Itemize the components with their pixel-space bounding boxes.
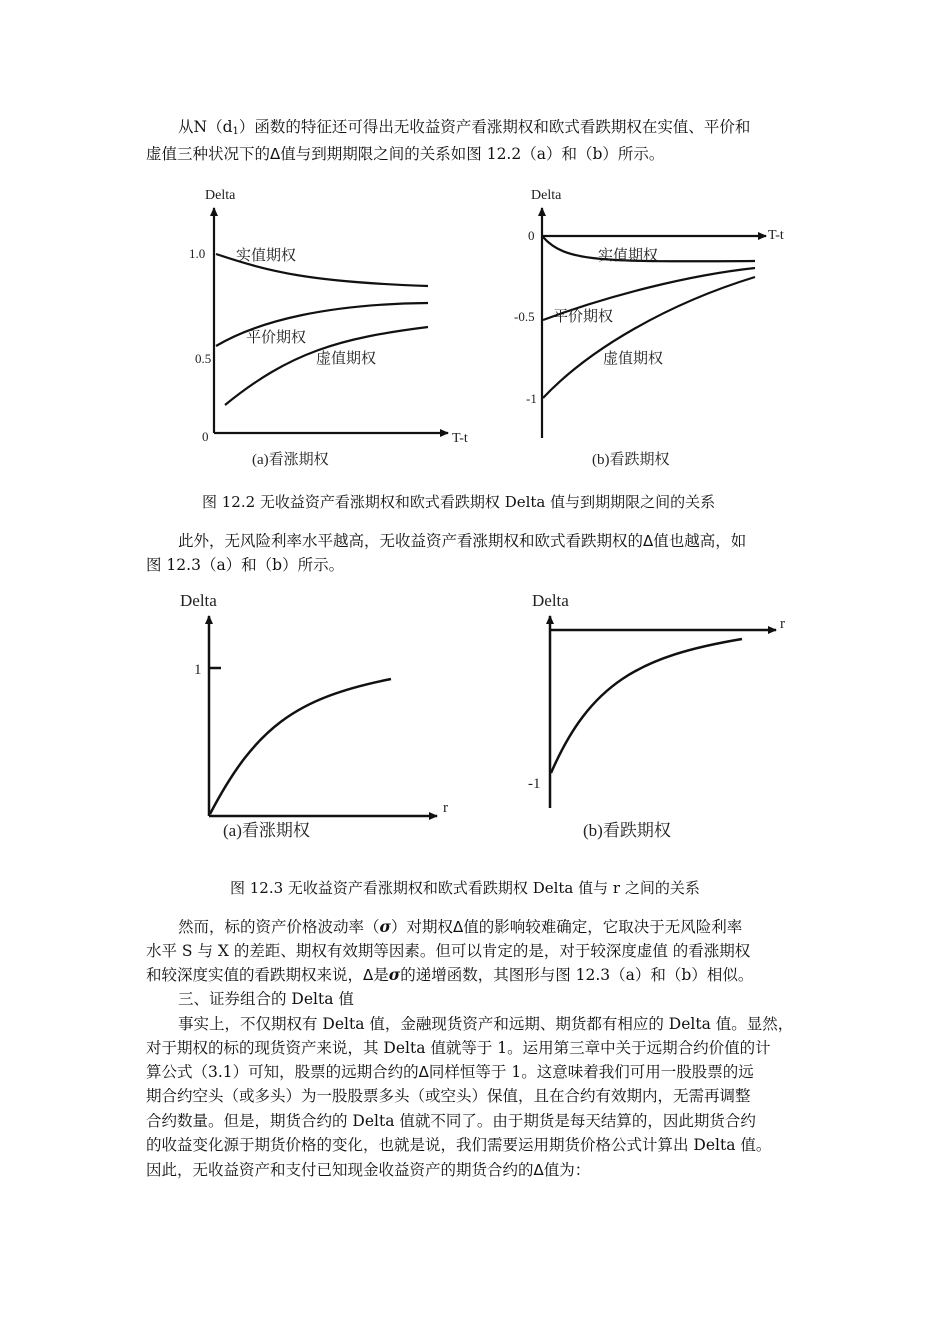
para1-line2: 虚值三种状况下的Δ值与到期期限之间的关系如图 12.2（a）和（b）所示。 — [146, 145, 665, 163]
x-axis-label: T-t — [452, 431, 468, 446]
sigma-symbol: σ — [379, 917, 391, 936]
x-axis-label: r — [443, 800, 448, 816]
tick-neg0-5: -0.5 — [514, 309, 535, 324]
sigma-symbol: σ — [388, 965, 401, 984]
subfigure-label: (a)看涨期权 — [223, 821, 310, 840]
delta-symbol: Δ — [533, 1161, 544, 1179]
tick-neg1: -1 — [528, 776, 541, 792]
para4-line4: 期合约空头（或多头）为一股股票多头（或空头）保值，且在合约有效期内，无需再调整 — [146, 1087, 751, 1105]
section-heading: 三、证券组合的 Delta 值 — [178, 990, 354, 1008]
subfigure-label: (b)看跌期权 — [583, 821, 671, 840]
label-atm: 平价期权 — [246, 330, 307, 346]
para4-line6: 的收益变化源于期货价格的变化，也就是说，我们需要运用期货价格公式计算出 Delta 值。 — [146, 1136, 772, 1154]
para2-line1: 此外，无风险利率水平越高，无收益资产看涨期权和欧式看跌期权的Δ值也越高，如 — [178, 532, 747, 550]
curve-put — [551, 639, 742, 773]
para4-line2: 对于期权的标的现货资产来说，其 Delta 值就等于 1。运用第三章中关于远期合约价值的计 — [146, 1039, 771, 1057]
delta-symbol: Δ — [452, 918, 464, 936]
x-axis-label: T-t — [768, 228, 784, 243]
fig12-2a-chart — [180, 180, 470, 475]
tick-0: 0 — [528, 228, 535, 243]
y-axis-label: Delta — [532, 591, 569, 610]
delta-symbol: Δ — [363, 966, 374, 984]
y-axis-label: Delta — [180, 591, 217, 610]
para4-line7: 因此，无收益资产和支付已知现金收益资产的期货合约的Δ值为： — [146, 1161, 591, 1179]
para1-line1: 从$N(d_1)$函数的特征还可得出无收益资产看涨期权和欧式看跌期权在实值、平价和 — [178, 118, 751, 137]
figure-12-3-caption: 图 12.3 无收益资产看涨期权和欧式看跌期权 Delta 值与 r 之间的关系 — [230, 879, 700, 897]
tick-1: 1 — [194, 662, 202, 678]
subfigure-label: (a)看涨期权 — [252, 452, 329, 468]
y-axis-label: Delta — [205, 188, 236, 203]
x-axis-label: r — [780, 616, 785, 632]
para2-line2: 图 12.3（a）和（b）所示。 — [146, 556, 345, 574]
para3-line2: 水平 S 与 X 的差距、期权有效期等因素。但可以肯定的是，对于较深度虚值 的看涨期权 — [146, 942, 751, 960]
curve-otm — [543, 277, 755, 398]
tick-1: 1.0 — [189, 246, 206, 261]
label-otm: 虚值期权 — [603, 351, 664, 367]
para4-line1: 事实上，不仅期权有 Delta 值，金融现货资产和远期、期货都有相应的 Delta 值。显然， — [178, 1015, 794, 1033]
delta-symbol: Δ — [643, 532, 654, 550]
y-axis-label: Delta — [531, 188, 562, 203]
subfigure-label: (b)看跌期权 — [592, 452, 670, 468]
fig12-2b-chart — [510, 180, 810, 475]
curve-call — [210, 679, 391, 814]
para4-line5: 合约数量。但是，期货合约的 Delta 值就不同了。由于期货是每天结算的，因此期货合约 — [146, 1112, 756, 1130]
para3-line3: 和较深度实值的看跌期权来说，Δ是σ的递增函数，其图形与图 12.3（a）和（b）相似。 — [146, 965, 754, 984]
delta-symbol: Δ — [418, 1063, 429, 1081]
para4-line3: 算公式（3.1）可知，股票的远期合约的Δ同样恒等于 1。这意味着我们可用一股股票的远 — [146, 1063, 754, 1081]
para3-line1: 然而，标的资产价格波动率（σ）对期权Δ值的影响较难确定，它取决于无风险利率 — [178, 917, 743, 936]
label-atm: 平价期权 — [553, 309, 614, 325]
tick-0: 0 — [202, 429, 209, 444]
label-otm: 虚值期权 — [316, 351, 377, 367]
label-itm: 实值期权 — [236, 248, 297, 264]
fig12-3a-chart — [175, 588, 465, 848]
tick-0-5: 0.5 — [195, 351, 212, 366]
fig12-3b-chart — [520, 588, 820, 848]
figure-12-2-caption: 图 12.2 无收益资产看涨期权和欧式看跌期权 Delta 值与到期期限之间的关系 — [202, 493, 716, 511]
delta-symbol: Δ — [270, 145, 281, 163]
label-itm: 实值期权 — [598, 248, 659, 264]
tick-neg1: -1 — [526, 391, 537, 406]
